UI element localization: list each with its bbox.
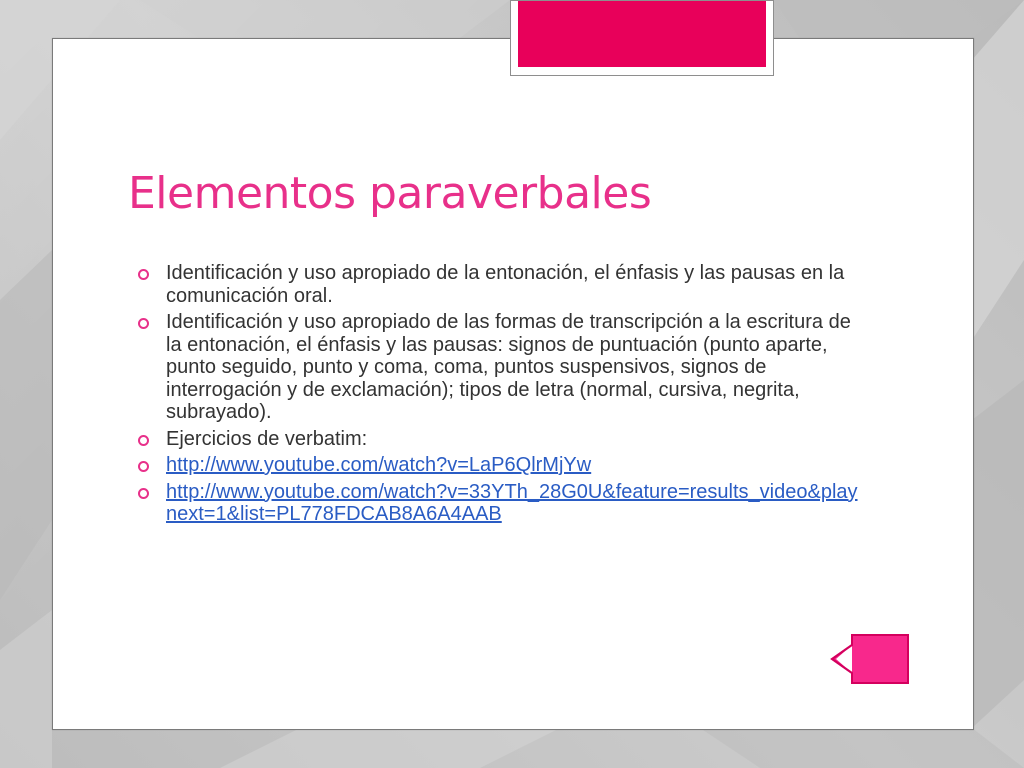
list-item [136, 311, 866, 424]
list-item [136, 262, 866, 307]
circle-bullet-icon [138, 435, 149, 446]
left-arrow-icon[interactable] [830, 632, 910, 686]
list-item [136, 428, 866, 451]
list-item [136, 454, 866, 477]
circle-bullet-icon [138, 461, 149, 472]
list-item [136, 481, 866, 526]
circle-bullet-icon [138, 269, 149, 280]
accent-tab [510, 0, 774, 76]
bullet-text: Identificación y uso apropiado de la entonación, el énfasis y las pausas en la comunicación oral. [166, 262, 845, 307]
circle-bullet-icon [138, 488, 149, 499]
slide-title: Elementos paraverbales [128, 168, 652, 219]
accent-tab-fill [518, 1, 766, 67]
youtube-link-1[interactable]: http://www.youtube.com/watch?v=LaP6QlrMjYw [166, 454, 592, 476]
circle-bullet-icon [138, 318, 149, 329]
bullet-text: Identificación y uso apropiado de las formas de transcripción a la escritura de la entonación, el énfasis y las pausas: signos de puntuación (punto aparte, punto seguido, punto y coma, coma, puntos suspensivos, signos de interrogación y de exclamación); tipos de letra (normal, cursiva, negrita, subrayado). [166, 311, 851, 423]
bullet-list [136, 262, 866, 530]
bullet-text: Ejercicios de verbatim: [166, 427, 368, 450]
youtube-link-2[interactable]: http://www.youtube.com/watch?v=33YTh_28G0U&feature=results_video&playnext=1&list=PL778FDCAB8A6A4AAB [166, 480, 858, 525]
